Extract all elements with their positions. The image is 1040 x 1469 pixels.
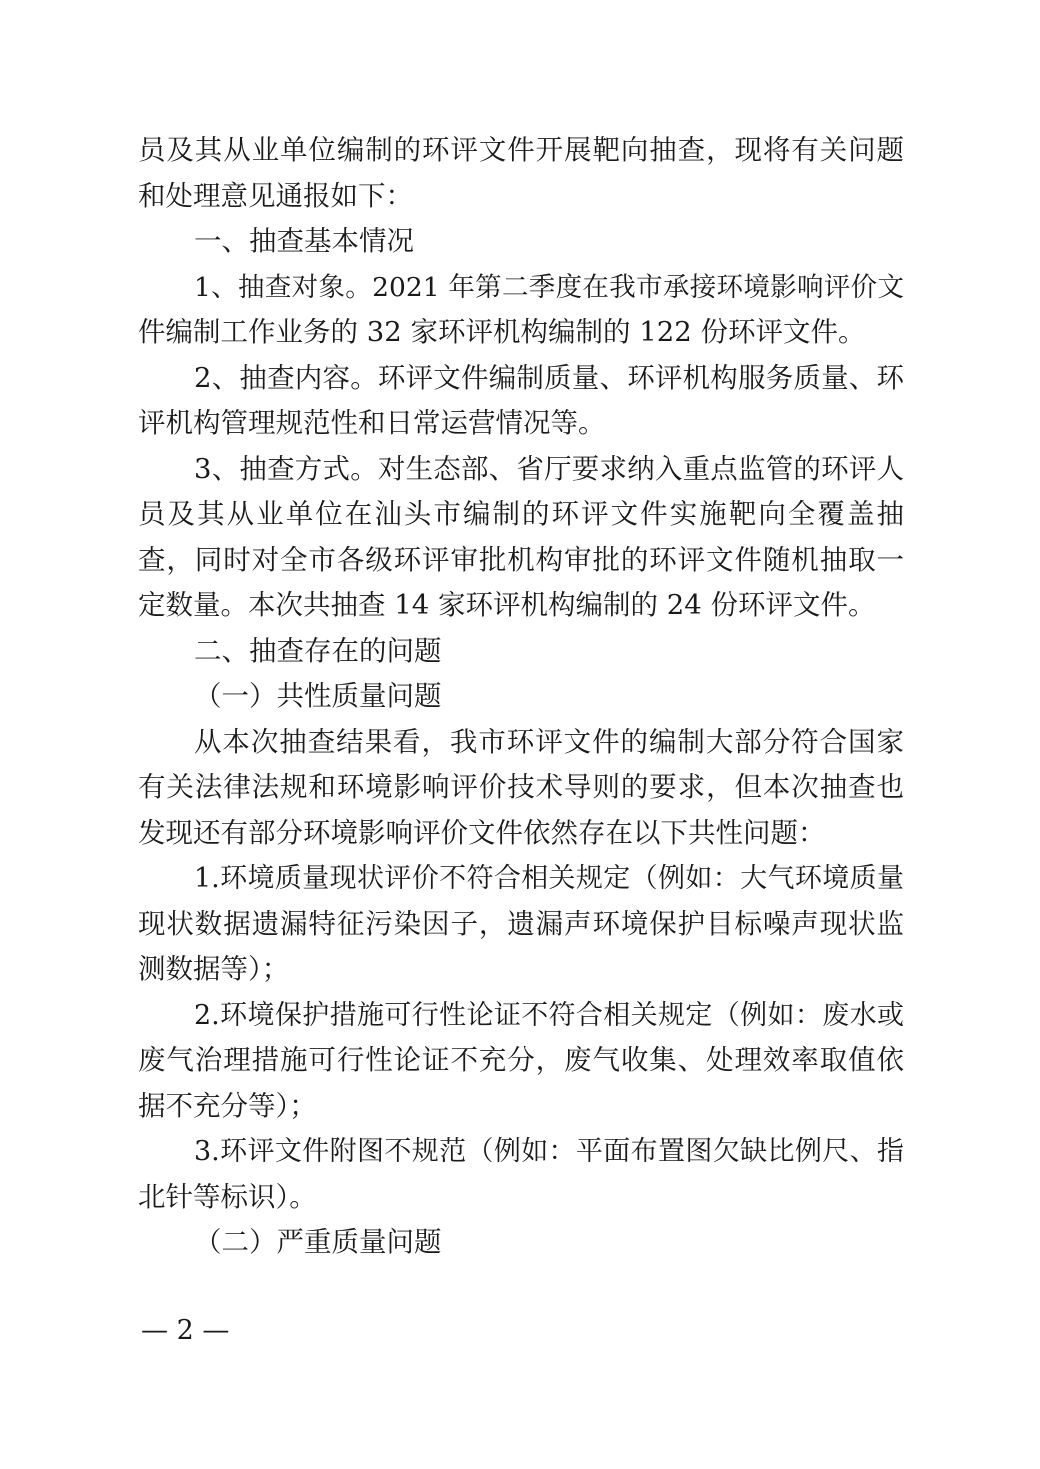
text-line: 北针等标识）。 xyxy=(138,1180,317,1213)
text-line: 员及其从业单位在汕头市编制的环评文件实施靶向全覆盖抽 xyxy=(138,498,904,530)
section-heading: 一、抽查基本情况 xyxy=(194,225,414,257)
text-line: 查，同时对全市各级环评审批机构审批的环评文件随机抽取一 xyxy=(138,543,904,576)
text-line: 评机构管理规范性和日常运营情况等。 xyxy=(138,407,606,439)
subsection-heading: （二）严重质量问题 xyxy=(194,1226,442,1258)
text-line: 2.环境保护措施可行性论证不符合相关规定（例如：废水或 xyxy=(194,999,904,1031)
subsection-heading: （一）共性质量问题 xyxy=(194,680,442,712)
document-body xyxy=(138,128,904,1266)
text-line: 2、抽查内容。环评文件编制质量、环评机构服务质量、环 xyxy=(194,361,904,394)
text-line: 现状数据遗漏特征污染因子，遗漏声环境保护目标噪声现状监 xyxy=(138,907,904,940)
text-line: 员及其从业单位编制的环评文件开展靶向抽查，现将有关问题 xyxy=(138,134,904,166)
text-line: 测数据等）； xyxy=(138,953,290,985)
text-line: 1.环境质量现状评价不符合相关规定（例如：大气环境质量 xyxy=(194,863,904,894)
text-line: 废气治理措施可行性论证不充分，废气收集、处理效率取值依 xyxy=(138,1044,904,1076)
text-line: 1、抽查对象。2021 年第二季度在我市承接环境影响评价文 xyxy=(194,271,904,303)
text-line: 发现还有部分环境影响评价文件依然存在以下共性问题： xyxy=(138,816,826,849)
text-line: 据不充分等）； xyxy=(138,1089,317,1122)
text-line: 和处理意见通报如下： xyxy=(138,179,413,212)
text-line: 件编制工作业务的 32 家环评机构编制的 122 份环评文件。 xyxy=(138,316,866,348)
text-line: 3.环评文件附图不规范（例如：平面布置图欠缺比例尺、指 xyxy=(194,1136,904,1167)
text-line: 定数量。本次共抽查 14 家环评机构编制的 24 份环评文件。 xyxy=(138,589,876,621)
text-line: 有关法律法规和环境影响评价技术导则的要求，但本次抽查也 xyxy=(138,771,904,803)
page-number: — 2 — xyxy=(141,1315,230,1346)
section-heading: 二、抽查存在的问题 xyxy=(194,634,442,667)
text-line: 从本次抽查结果看，我市环评文件的编制大部分符合国家 xyxy=(194,725,904,758)
text-line: 3、抽查方式。对生态部、省厅要求纳入重点监管的环评人 xyxy=(194,452,904,485)
